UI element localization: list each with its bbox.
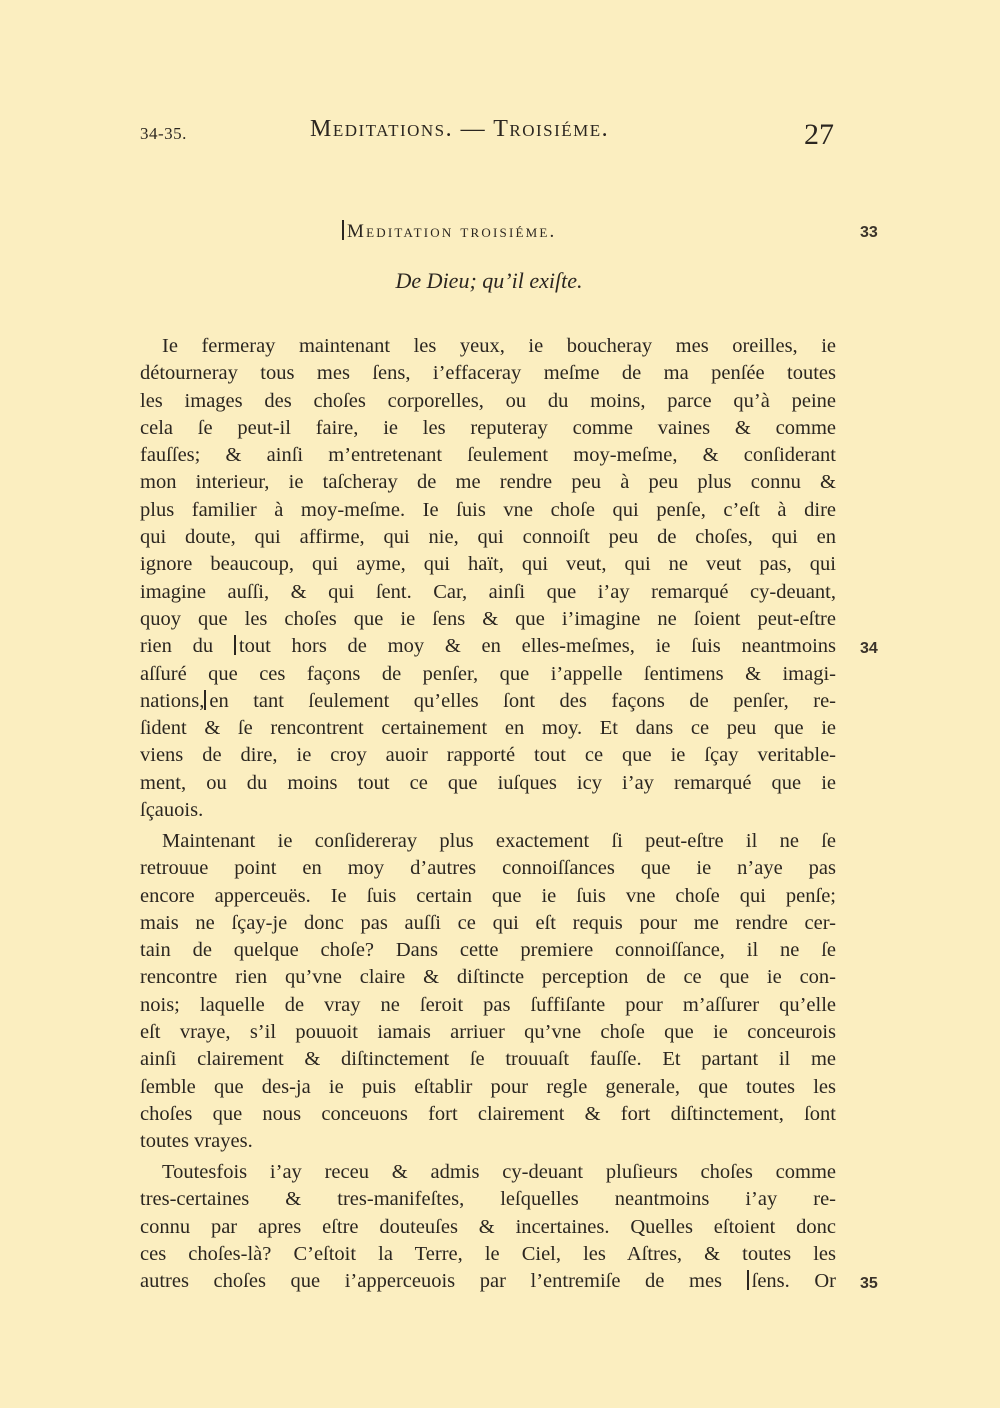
- text-line: qui doute, qui affirme, qui nie, qui connoiſt peu de choſes, qui en: [140, 526, 836, 549]
- text-line: mon interieur, ie taſcheray de me rendre peu à peu plus connu &: [140, 471, 836, 494]
- margin-page-number: 35: [860, 1275, 878, 1292]
- text-line: toutes vrayes.: [140, 1130, 253, 1153]
- text-line: imagine auſſi, & qui ſent. Car, ainſi que i’ay remarqué cy-deuant,: [140, 580, 836, 603]
- text-line: tain de quelque choſe? Dans cette premiere connoiſſance, il ne ſe: [140, 939, 836, 962]
- page-break-marker: [342, 220, 344, 240]
- text-line: détourneray tous mes ſens, i’effaceray meſme de ma penſée toutes: [140, 362, 836, 385]
- text-line: Maintenant ie conſidereray plus exactement ſi peut-eſtre il ne ſe: [162, 830, 836, 852]
- text-line: [140, 688, 836, 715]
- text-line: ſemble que des-ja ie puis eſtablir pour regle generale, que toutes les: [140, 1075, 836, 1098]
- text-line: [140, 633, 836, 660]
- text-line: ſident & ſe rencontrent certainement en moy. Et dans ce peu que ie: [140, 717, 836, 740]
- subtitle: De Dieu; qu’il exiſte.: [395, 268, 583, 293]
- text-line: plus familier à moy-meſme. Ie ſuis vne choſe qui penſe, c’eſt à dire: [140, 498, 836, 521]
- text-line: ſçauois.: [140, 799, 204, 822]
- paragraph-1: [140, 333, 836, 824]
- text-line: retrouue point en moy d’autres connoiſſances que ie n’aye pas: [140, 857, 836, 880]
- text-line: quoy que les choſes que ie ſens & que i’imagine ne ſoient peut-eſtre: [140, 607, 836, 630]
- margin-page-number: 34: [860, 640, 878, 657]
- text-line-part: rien du: [140, 635, 214, 658]
- text-line: les images des choſes corporelles, ou du moins, parce qu’à peine: [140, 389, 836, 412]
- text-line: viens de dire, ie croy auoir rapporté tout ce que ie ſçay veritable-: [140, 744, 836, 767]
- text-line: nois; laquelle de vray ne ſeroit pas ſuffiſante pour m’aſſurer qu’elle: [140, 993, 836, 1016]
- text-line: aſſuré que ces façons de penſer, que i’appelle ſentimens & imagi-: [140, 662, 836, 685]
- text-line: eſt vraye, s’il pouuoit iamais arriuer qu’vne choſe que ie conceurois: [140, 1021, 836, 1044]
- running-head: [140, 116, 840, 156]
- text-line: tres-certaines & tres-manifeſtes, leſquelles neantmoins i’ay re-: [140, 1188, 836, 1211]
- text-line: ment, ou du moins tout ce que iuſques icy i’ay remarqué que ie: [140, 771, 836, 794]
- text-line: mais ne ſçay-je donc pas auſſi ce qui eſt requis pour me rendre cer-: [140, 911, 836, 934]
- text-line: Toutesfois i’ay receu & admis cy-deuant pluſieurs choſes comme: [162, 1161, 836, 1183]
- text-line-part: nations,: [140, 689, 205, 712]
- page-break-marker: [204, 690, 206, 710]
- text-line: ignore beaucoup, qui ayme, qui haït, qui veut, qui ne veut pas, qui: [140, 553, 836, 576]
- header-page-range: 34-35.: [140, 124, 187, 143]
- section-title-text: Meditation troisiéme.: [347, 221, 557, 242]
- text-line-part: tout hors de moy & en elles-meſmes, ie ſuis neantmoins: [238, 635, 837, 658]
- page-number: 27: [804, 118, 834, 151]
- page-break-marker: [747, 1270, 749, 1290]
- text-line-part: autres choſes que i’apperceuois par l’entremiſe de mes: [140, 1270, 723, 1293]
- text-line: fauſſes; & ainſi m’entretenant ſeulement moy-meſme, & conſiderant: [140, 444, 836, 467]
- text-line: ces choſes-là? C’eſtoit la Terre, le Ciel, les Aſtres, & toutes les: [140, 1242, 836, 1265]
- text-line: rencontre rien qu’vne claire & diſtincte perception de ce que ie con-: [140, 966, 836, 989]
- text-line: Ie fermeray maintenant les yeux, ie boucheray mes oreilles, ie: [162, 335, 836, 357]
- text-line-part: ſens. Or: [751, 1270, 837, 1293]
- section-title: [342, 220, 556, 243]
- text-line: connu par apres eſtre douteuſes & incertaines. Quelles eſtoient donc: [140, 1215, 836, 1238]
- page-break-marker: [234, 635, 236, 655]
- text-line: [140, 1268, 836, 1295]
- paragraph-3: [140, 1159, 836, 1295]
- text-line: encore apperceuës. Ie ſuis certain que ie ſuis vne choſe qui penſe;: [140, 884, 836, 907]
- text-line: choſes que nous conceuons fort clairement & fort diſtinctement, ſont: [140, 1102, 836, 1125]
- text-line: cela ſe peut-il faire, ie les reputeray comme vaines & comme: [140, 416, 836, 439]
- text-line-part: en tant ſeulement qu’elles ſont des façons de penſer, re-: [209, 689, 836, 712]
- text-line: ainſi clairement & diſtinctement ſe trouuaſt fauſſe. Et partant il me: [140, 1048, 836, 1071]
- margin-page-number: 33: [860, 224, 878, 241]
- header-title: Meditations. — Troisiéme.: [310, 116, 610, 142]
- paragraph-2: [140, 828, 836, 1156]
